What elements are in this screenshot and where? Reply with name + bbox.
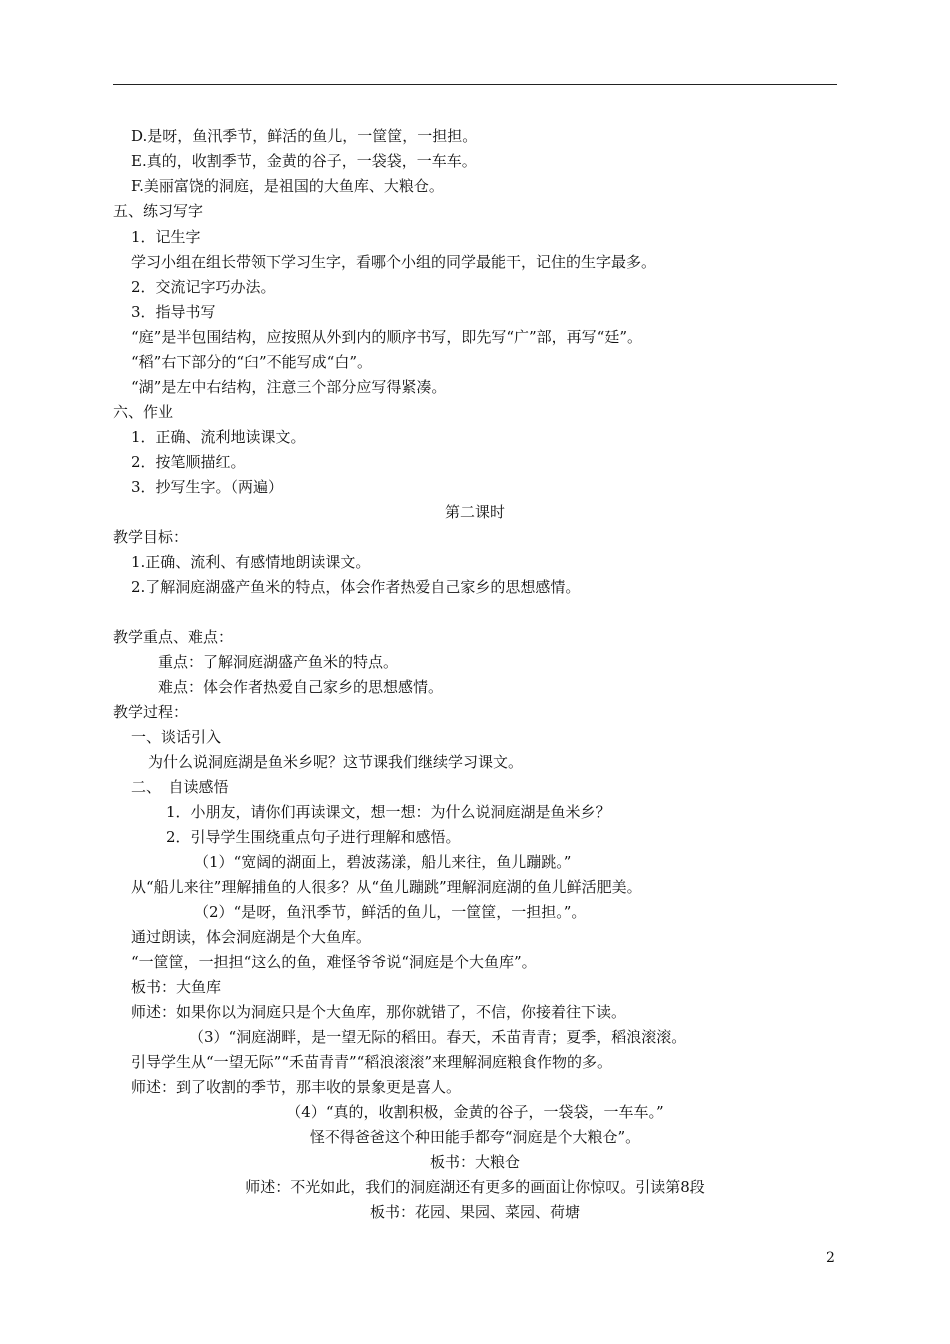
text-line: 3．指导书写	[131, 303, 216, 321]
text-line-centered: 板书：大粮仓	[429, 1153, 520, 1171]
text-line: 2.了解洞庭湖盛产鱼米的特点，体会作者热爱自己家乡的思想感情。	[131, 578, 581, 596]
text-line: 难点：体会作者热爱自己家乡的思想感情。	[158, 678, 444, 696]
text-line: 为什么说洞庭湖是鱼米乡呢？这节课我们继续学习课文。	[148, 753, 524, 771]
section-heading: 五、练习写字	[113, 202, 204, 220]
text-line: F.美丽富饶的洞庭，是祖国的大鱼库、大粮仓。	[131, 177, 444, 195]
text-line-centered: 师述：不光如此，我们的洞庭湖还有更多的画面让你惊叹。引读第8段	[245, 1178, 705, 1196]
text-line: 一、谈话引入	[131, 728, 222, 746]
text-line: 2．引导学生围绕重点句子进行理解和感悟。	[166, 828, 461, 846]
text-line: （2）“是呀，鱼汛季节，鲜活的鱼儿，一筐筐，一担担。”。	[194, 903, 587, 921]
text-line-centered: 板书：花园、果园、菜园、荷塘	[369, 1203, 580, 1221]
text-line-centered: （4）“真的，收割积极，金黄的谷子，一袋袋，一车车。”	[286, 1103, 664, 1121]
text-line: 1．正确、流利地读课文。	[131, 428, 306, 446]
text-line-centered: 怪不得爸爸这个种田能手都夸“洞庭是个大粮仓”。	[309, 1128, 641, 1146]
header-rule	[113, 84, 837, 85]
text-line: 1.正确、流利、有感情地朗读课文。	[131, 553, 371, 571]
text-line: 1．小朋友，请你们再读课文，想一想：为什么说洞庭湖是鱼米乡？	[166, 803, 611, 821]
text-line: 师述：到了收割的季节，那丰收的景象更是喜人。	[131, 1078, 462, 1096]
text-line: “湖”是左中右结构，注意三个部分应写得紧凑。	[131, 378, 447, 396]
section-heading: 教学目标：	[113, 528, 189, 546]
page-number: 2	[826, 1250, 835, 1266]
text-line: “一筐筐，一担担“这么的鱼，难怪爷爷说“洞庭是个大鱼库”。	[131, 953, 537, 971]
text-line: 从“船儿来往”理解捕鱼的人很多？从“鱼儿蹦跳”理解洞庭湖的鱼儿鲜活肥美。	[131, 878, 642, 896]
text-line: 2．按笔顺描红。	[131, 453, 246, 471]
lesson-title: 第二课时	[444, 503, 505, 521]
text-line: 3．抄写生字。（两遍）	[131, 478, 284, 496]
section-heading: 教学重点、难点：	[113, 628, 234, 646]
section-heading: 六、作业	[113, 403, 174, 421]
text-line: 通过朗读，体会洞庭湖是个大鱼库。	[131, 928, 372, 946]
section-heading: 教学过程：	[113, 703, 189, 721]
text-line: 引导学生从“一望无际”“禾苗青青”“稻浪滚滚”来理解洞庭粮食作物的多。	[131, 1053, 613, 1071]
text-line: 师述：如果你以为洞庭只是个大鱼库，那你就错了，不信，你接着往下读。	[131, 1003, 627, 1021]
text-line: “庭”是半包围结构，应按照从外到内的顺序书写，即先写“广”部，再写“廷”。	[131, 328, 643, 346]
text-line: E.真的，收割季节，金黄的谷子，一袋袋，一车车。	[131, 152, 477, 170]
text-line: 2．交流记字巧办法。	[131, 278, 276, 296]
text-line: 重点：了解洞庭湖盛产鱼米的特点。	[158, 653, 399, 671]
text-line: 板书：大鱼库	[131, 978, 222, 996]
text-line: 学习小组在组长带领下学习生字，看哪个小组的同学最能干，记住的生字最多。	[131, 253, 657, 271]
text-line: “稻”右下部分的“臼”不能写成“白”。	[131, 353, 373, 371]
text-line: （3）“洞庭湖畔，是一望无际的稻田。春天，禾苗青青；夏季，稻浪滚滚。	[189, 1028, 687, 1046]
text-line: D.是呀，鱼汛季节，鲜活的鱼儿，一筐筐，一担担。	[131, 127, 478, 145]
text-line: 二、 自读感悟	[131, 778, 229, 796]
text-line: （1）“宽阔的湖面上，碧波荡漾，船儿来往，鱼儿蹦跳。”	[194, 853, 572, 871]
text-line: 1．记生字	[131, 228, 201, 246]
